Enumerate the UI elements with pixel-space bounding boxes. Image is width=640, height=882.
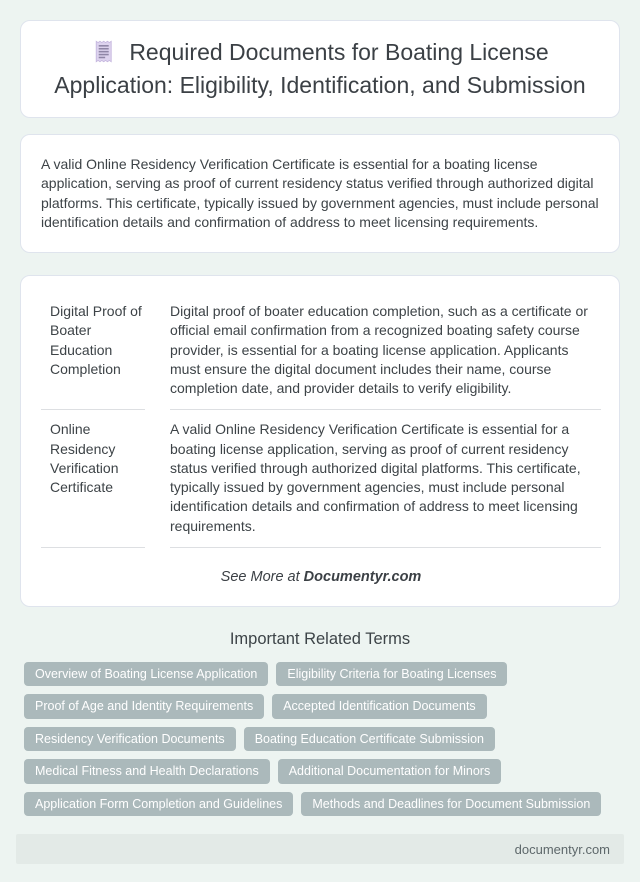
footer-bar bbox=[16, 834, 624, 864]
see-more bbox=[41, 548, 601, 588]
related-term-chip[interactable]: Accepted Identification Documents bbox=[272, 694, 486, 719]
summary-text: A valid Online Residency Verification Certificate is essential for a boating license application, serving as proof of current residency status verified through authorized digital platforms. This certificate, typically issued by government agencies, must include personal identification details and confirmation of address to meet licensing requirements. bbox=[41, 156, 599, 230]
related-term-chip[interactable]: Boating Education Certificate Submission bbox=[244, 727, 495, 752]
footer-site-label: documentyr.com bbox=[514, 841, 610, 857]
term-cell: Online Residency Verification Certificate bbox=[41, 410, 145, 548]
receipt-icon bbox=[91, 39, 116, 71]
related-term-chip[interactable]: Eligibility Criteria for Boating Licenses bbox=[276, 662, 507, 687]
title-card bbox=[20, 20, 620, 118]
related-term-chip[interactable]: Proof of Age and Identity Requirements bbox=[24, 694, 264, 719]
see-more-prefix: See More at bbox=[220, 568, 304, 585]
related-terms-list bbox=[24, 662, 616, 817]
description-cell: Digital proof of boater education completion, such as a certificate or official email confirmation from a recognized boating safety course provider, is essential for a boating license application. Applicants must ensure the digital document includes their name, course completion date, and provider details to verify eligibility. bbox=[170, 292, 601, 410]
documents-table bbox=[41, 292, 601, 548]
description-cell: A valid Online Residency Verification Certificate is essential for a boating license application, serving as proof of current residency status verified through authorized digital platforms. This certificate, typically issued by government agencies, must include personal identification details and confirmation of address to meet licensing requirements. bbox=[170, 410, 601, 548]
summary-card bbox=[20, 134, 620, 253]
documents-card bbox=[20, 275, 620, 607]
related-term-chip[interactable]: Residency Verification Documents bbox=[24, 727, 236, 752]
see-more-site: Documentyr.com bbox=[303, 568, 422, 585]
page-title-row bbox=[45, 38, 595, 100]
related-term-chip[interactable]: Additional Documentation for Minors bbox=[278, 759, 502, 784]
related-term-chip[interactable]: Medical Fitness and Health Declarations bbox=[24, 759, 270, 784]
related-terms-heading: Important Related Terms bbox=[229, 629, 411, 648]
related-term-chip[interactable]: Application Form Completion and Guidelines bbox=[24, 792, 293, 817]
term-cell: Digital Proof of Boater Education Completion bbox=[41, 292, 145, 410]
related-term-chip[interactable]: Methods and Deadlines for Document Submission bbox=[301, 792, 601, 817]
page-title: Required Documents for Boating License Application: Eligibility, Identification, and Submission bbox=[54, 38, 586, 98]
related-term-chip[interactable]: Overview of Boating License Application bbox=[24, 662, 268, 687]
table-row bbox=[41, 292, 601, 410]
table-row bbox=[41, 410, 601, 548]
